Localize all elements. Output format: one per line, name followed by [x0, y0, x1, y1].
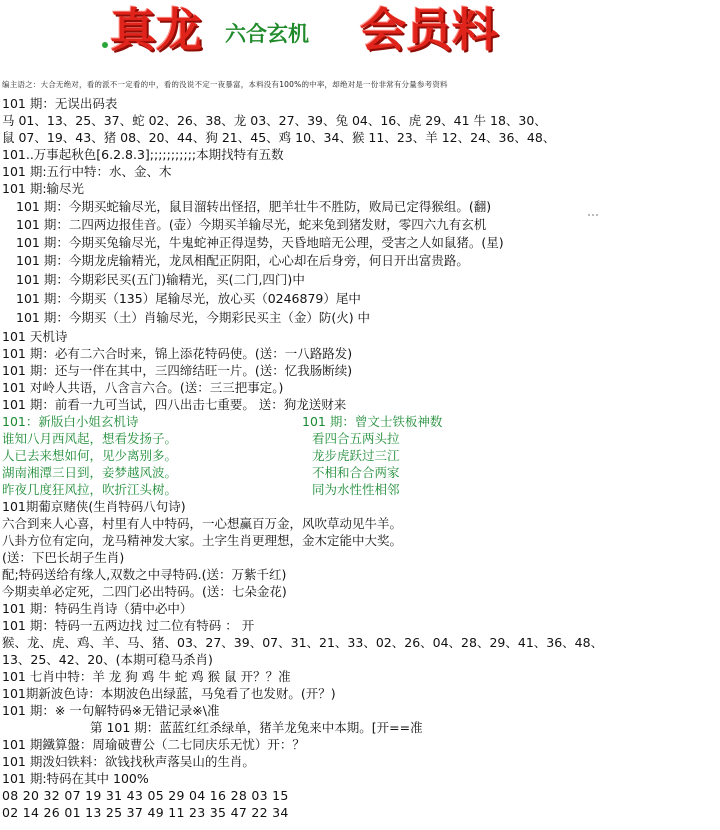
line-pujing-title: 101期葡京赌侠(生肖特码八句诗) [2, 499, 186, 514]
line-five-elements: 101 期:五行中特：水、金、木 [2, 164, 172, 179]
line-wave-color: 101期新波色诗：本期波色出绿蓝，马兔看了也发财。(开？) [2, 686, 336, 701]
banner [0, 0, 720, 78]
banner-title-huiyuanliao: 会员料 [360, 3, 498, 57]
line-lose-all-1: 101 期：今期买蛇输尽光，鼠目溜转出怪招，肥羊壮牛不胜防，败局已定得猴组。(翻) [16, 199, 492, 214]
line-zodiac-numbers-1: 马 01、13、25、37、蛇 02、26、38、龙 03、27、39、兔 04、16、虎 29、41 牛 18、30、 [2, 113, 547, 128]
line-big-list-2: 13、25、42、20、(本期可稳马杀肖) [2, 652, 213, 667]
line-lose-all-2: 101 期：二四两边报佳音。(壶）今期买羊输尽光，蛇来兔到猪发财，零四六九有玄机 [16, 217, 487, 232]
line-tianji-3: 101 对岭人共语，八含言六合。(送：三三把事定。) [2, 380, 284, 395]
line-table-header: 101 期：无误出码表 [2, 96, 118, 111]
line-lose-all-3: 101 期：今期买兔输尽光，牛鬼蛇神正得逞势，天昏地暗无公理，受害之人如鼠猪。(星) [16, 235, 504, 250]
line-autumn-color: 101..万事起秋色[6.2.8.3];;;;;;;;;;;本期找特有五数 [2, 147, 284, 162]
disclaimer-notice: 编主语之：大合无绝对，看的派不一定看的中，看的没说不定一夜暴富，本料没有100%的中率，却绝对是一份非常有分量参考资料 [2, 80, 448, 89]
line-pujing-2: 八卦方位有定向，龙马精神发大家。土字生肖更理想，金木定能中大奖。 [2, 533, 403, 548]
line-xiaojie-3: 湖南湘潭三日到，妾梦越风波。 [2, 465, 178, 480]
line-number-row-1: 08 20 32 07 19 31 43 05 29 04 16 28 03 15 [2, 788, 289, 803]
line-lose-all-4: 101 期：今期龙虎输精光，龙凤相配正阴阳，心心却在后身旁，何日开出富贵路。 [16, 253, 469, 268]
line-seven-zodiac: 101 七肖中特：羊 龙 狗 鸡 牛 蛇 鸡 猴 鼠 开？？准 [2, 669, 291, 684]
line-issue-101-kill: 第 101 期：蓝蓝红红杀绿单，猪羊龙兔来中本期。[开==准 [90, 720, 423, 735]
line-zodiac-poem-title: 101 期：特码生肖诗（猜中必中） [2, 601, 193, 616]
line-number-row-2: 02 14 26 01 13 25 37 49 11 23 35 47 22 34 [2, 805, 289, 820]
banner-title-zhenlong: 真龙 [110, 3, 202, 57]
line-tieban-1: 看四合五两头拉 [312, 431, 400, 446]
line-zodiac-numbers-2: 鼠 07、19、43、猪 08、20、44、狗 21、45、鸡 10、34、猴 11、23、羊 12、24、36、48、 [2, 130, 556, 145]
line-xiaojie-1: 谁知八月西风起，想看发扬子。 [2, 431, 178, 446]
line-pujing-4: 配;特码送给有缘人,双数之中寻特码.(送：万紫千红) [2, 567, 287, 582]
line-lose-all-6: 101 期：今期买（135）尾输尽光，放心买（0246879）尾中 [16, 291, 361, 306]
line-xiaojie-2: 人已去来想如何，见少离别多。 [2, 448, 178, 463]
line-tianji-1: 101 期：必有二六合时来，锦上添花特码使。(送：一八路路发) [2, 346, 353, 361]
line-shrew-material: 101 期泼妇铁料：欲钱找秋声落吴山的生肖。 [2, 754, 255, 769]
line-tianji-title: 101 天机诗 [2, 329, 68, 344]
line-pujing-1: 六合到来人心喜，村里有人中特码，一心想赢百万金，风吹草动见牛羊。 [2, 516, 403, 531]
line-tieban-4: 同为水性性相邻 [312, 482, 400, 497]
line-big-list-1: 猴、龙、虎、鸡、羊、马、猪、03、27、39、07、31、21、33、02、26、04、28、29、41、36、48、 [2, 635, 604, 650]
banner-title-liuhexuanji: 六合玄机 [225, 21, 309, 46]
line-special-in-it: 101 期:特码在其中 100% [2, 771, 149, 786]
banner-dot-decoration [102, 42, 108, 48]
line-iron-abacus: 101 期鐵算盤：周瑜破曹公（二七同庆乐无忧）开：？ [2, 737, 305, 752]
line-tieban-3: 不相和合合两家 [312, 465, 400, 480]
line-two-sides: 101 期：特码一五两边找 过二位有特码 ： 开 [2, 618, 255, 633]
line-pujing-3: (送：下巴长胡子生肖) [2, 550, 125, 565]
line-xiaojie-title: 101：新版白小姐玄机诗 [2, 414, 139, 429]
line-tianji-2: 101 期：还与一伴在其中，三四缔结旺一片。(送：忆我肠断续) [2, 363, 353, 378]
line-tieban-title: 101 期：曾文士铁板神数 [302, 414, 443, 429]
line-lose-all-7: 101 期：今期买（土）肖输尽光，今期彩民买主（金）防(火) 中 [16, 310, 371, 325]
line-sell-single: 今期卖单必定死，二四门必出特码。(送：七朵金花) [2, 584, 287, 599]
scan-speck-decoration [588, 201, 602, 204]
line-xiaojie-4: 昨夜几度狂风拉，吹折江头树。 [2, 482, 178, 497]
line-tianji-4: 101 期：前看一九可当试，四八出击七重要。 送：狗龙送财来 [2, 397, 347, 412]
line-lose-all-5: 101 期：今期彩民买(五门)输精光，买(二门,四门)中 [16, 272, 305, 287]
line-lose-all-title: 101 期:输尽光 [2, 181, 85, 196]
line-tieban-2: 龙步虎跃过三江 [312, 448, 400, 463]
line-one-sentence: 101 期：※ 一句解特码※无错记录※\准 [2, 703, 220, 718]
